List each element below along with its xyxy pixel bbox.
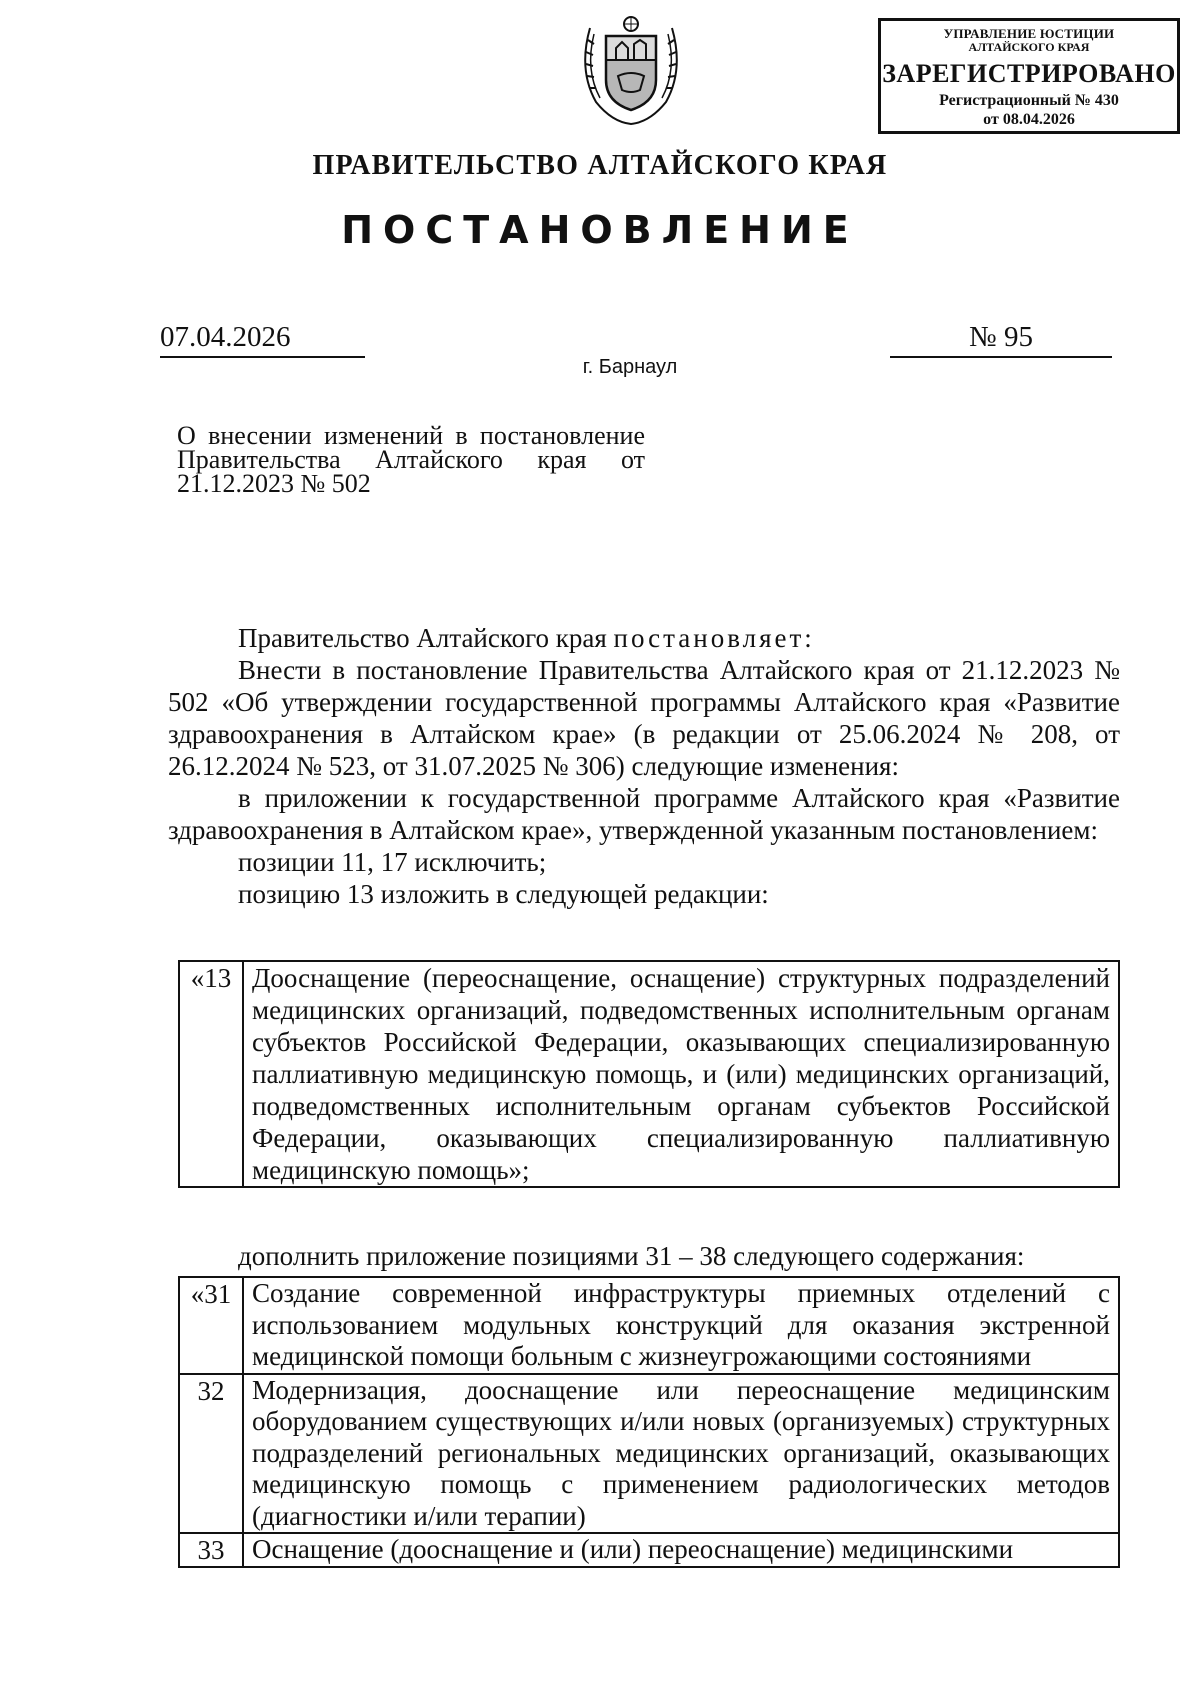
paragraph-exclude: позиции 11, 17 исключить;	[238, 847, 547, 877]
paragraph-appendix: в приложении к государственной программе Алтайского края «Развитие здравоохранения в Алтайском крае», утвержденной указанным постановлением:	[168, 783, 1120, 845]
row-text: Дооснащение (переоснащение, оснащение) структурных подразделений медицинских организаций, подведомственных исполнительным органам субъектов Российской Федерации, оказывающих специализированную паллиативную медицинскую помощь, и (или) медицинских организаций, подведомственных исполнительным органам субъектов Российской Федерации, оказывающих специализированную паллиативную медицинскую помощь»;	[243, 961, 1119, 1187]
stamp-agency-line2: АЛТАЙСКОГО КРАЯ	[968, 40, 1090, 54]
government-title: ПРАВИТЕЛЬСТВО АЛТАЙСКОГО КРАЯ	[312, 150, 888, 181]
stamp-status: ЗАРЕГИСТРИРОВАНО	[882, 59, 1176, 88]
document-number: № 95	[890, 321, 1112, 358]
stamp-reg-number: Регистрационный № 430	[939, 92, 1119, 109]
table-row	[179, 1277, 1119, 1374]
table-row	[179, 961, 1119, 1187]
stamp-reg-date: от 08.04.2026	[983, 111, 1075, 128]
document-date: 07.04.2026	[160, 321, 365, 358]
paragraph-amend: Внести в постановление Правительства Алтайского края от 21.12.2023 № 502 «Об утверждении государственной программы Алтайского края «Развитие здравоохранения в Алтайском крае» (в редакции от 25.06.2024 № 208, от 26.12.2024 № 523, от 31.07.2025 № 306) следующие изменения:	[168, 655, 1120, 781]
row-text: Модернизация, дооснащение или переоснащение медицинским оборудованием существующих и/или новых (организуемых) структурных подразделений региональных медицинских организаций, оказывающих медицинскую помощь с применением радиологических методов (диагностики и/или терапии)	[243, 1374, 1119, 1534]
document-city: г. Барнаул	[582, 356, 678, 378]
row-number: 33	[179, 1533, 243, 1567]
document-body	[168, 622, 1120, 910]
paragraph-position13: позицию 13 изложить в следующей редакции:	[238, 879, 769, 909]
table-row	[179, 1533, 1119, 1567]
stamp-agency-line1: УПРАВЛЕНИЕ ЮСТИЦИИ	[943, 26, 1115, 41]
resolution-intro	[168, 622, 1120, 654]
table-row	[179, 1374, 1119, 1534]
positions-31-38-table	[178, 1276, 1120, 1568]
row-text: Оснащение (дооснащение и (или) переоснащение) медицинскими	[243, 1533, 1119, 1567]
paragraph-add-positions: дополнить приложение позициями 31 – 38 следующего содержания:	[238, 1241, 1025, 1271]
row-number: «31	[179, 1277, 243, 1374]
intro-colon: :	[804, 623, 812, 653]
coat-of-arms-emblem	[576, 10, 686, 128]
resolves-word: постановляет	[613, 623, 805, 653]
position-13-table	[178, 960, 1120, 1188]
document-type: ПОСТАНОВЛЕНИЕ	[341, 208, 859, 252]
row-text: Создание современной инфраструктуры приемных отделений с использованием модульных конструкций для оказания экстренной медицинской помощи больным с жизнеугрожающими состояниями	[243, 1277, 1119, 1374]
row-number: «13	[179, 961, 243, 1187]
document-subject: О внесении изменений в постановление Правительства Алтайского края от 21.12.2023 № 502	[177, 421, 645, 498]
registration-stamp	[878, 18, 1180, 134]
intro-text: Правительство Алтайского края	[238, 623, 614, 653]
row-number: 32	[179, 1374, 243, 1534]
